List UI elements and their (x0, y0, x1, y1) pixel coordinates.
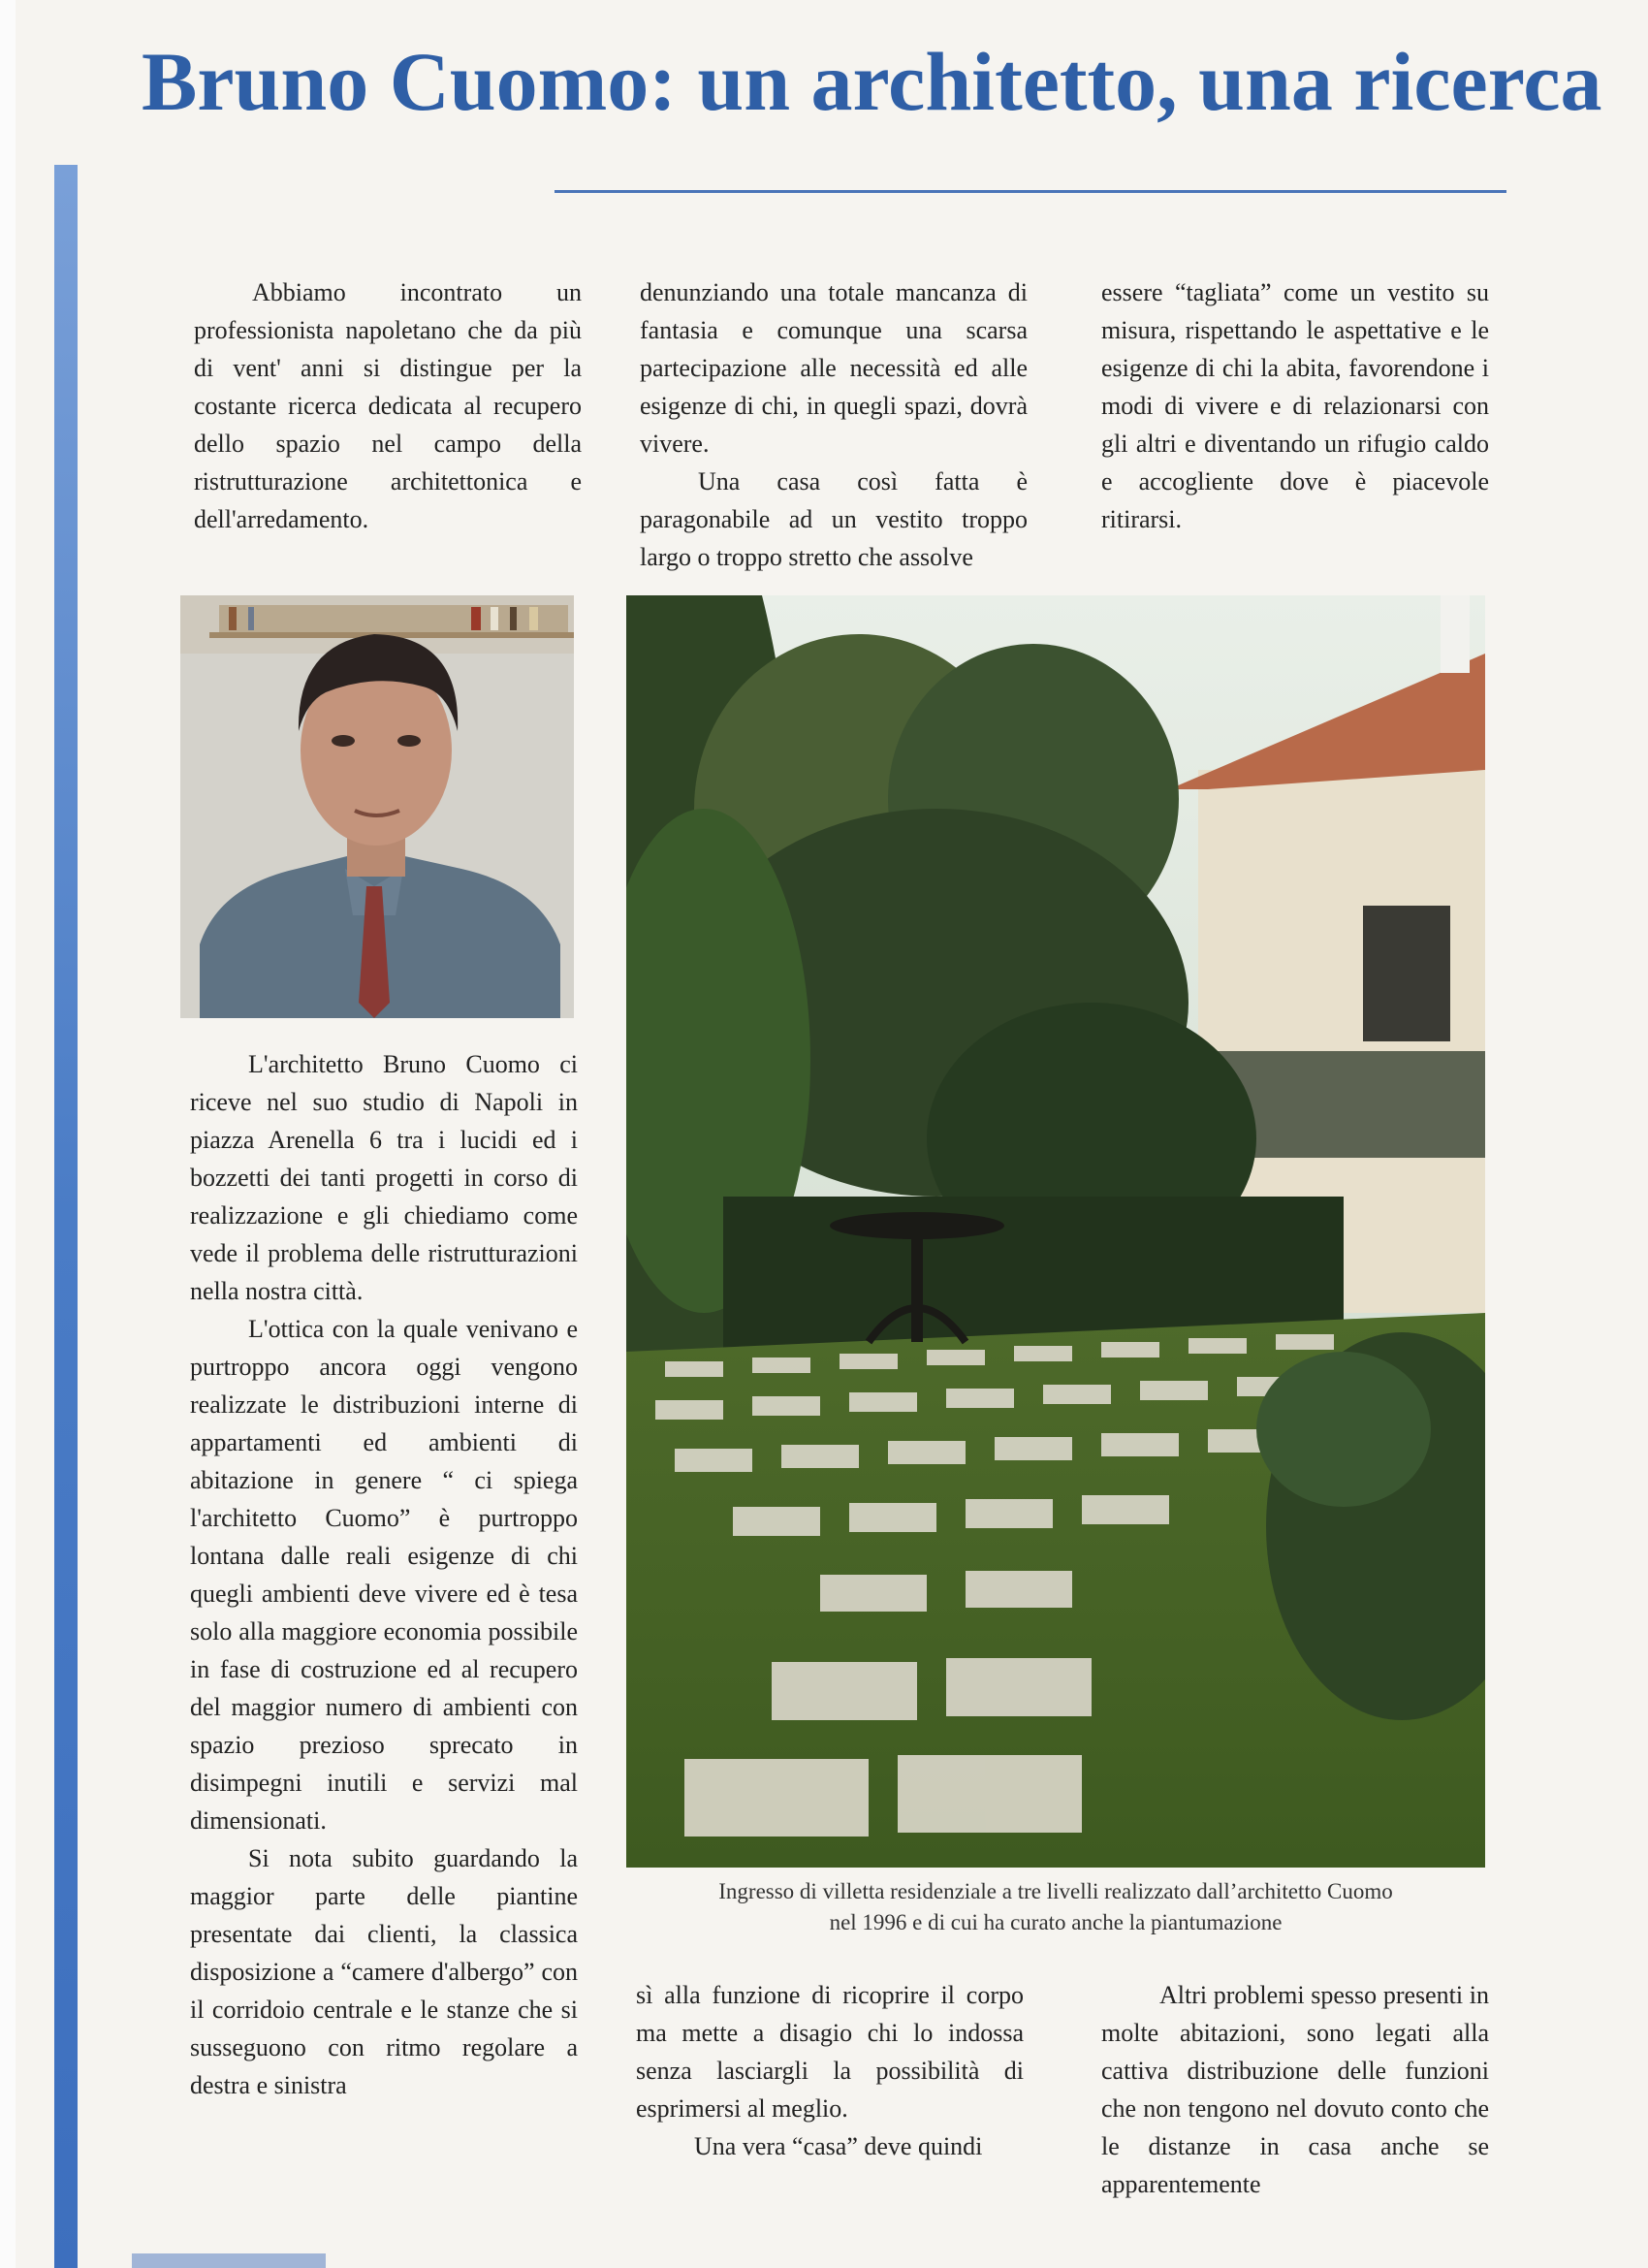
bottom-column-2 (636, 1976, 1024, 2165)
left-column-text (190, 1045, 578, 2104)
portrait-image (180, 595, 574, 1018)
page-edge (0, 0, 16, 2268)
intro-paragraph: denunziando una totale mancanza di fantasia e comunque una scarsa partecipazione alle necessità ed alle esigenze di chi, in quegli spazi, dovrà vivere. (640, 278, 1028, 458)
architect-portrait-photo (180, 595, 574, 1018)
title-rule (555, 190, 1506, 193)
photo-caption (626, 1876, 1485, 1938)
bottom-blue-mark (132, 2253, 326, 2268)
bottom-column-3 (1101, 1976, 1489, 2203)
intro-paragraph: Una casa così fatta è paragonabile ad un vestito troppo largo o troppo stretto che assolve (640, 467, 1028, 571)
caption-line-2: nel 1996 e di cui ha curato anche la piantumazione (829, 1910, 1283, 1934)
body-paragraph: L'architetto Bruno Cuomo ci riceve nel suo studio di Napoli in piazza Arenella 6 tra i lucidi ed i bozzetti dei tanti progetti in corso di realizzazione e gli chiediamo come vede il problema delle ristrutturazioni nella nostra città. (190, 1050, 578, 1305)
intro-column-2 (640, 273, 1028, 576)
blue-side-strip (54, 165, 78, 2268)
garden-villa-photo (626, 595, 1485, 1868)
body-paragraph: sì alla funzione di ricoprire il corpo ma mette a disagio chi lo indossa senza lasciargli la possibilità di esprimersi al meglio. (636, 1981, 1024, 2123)
caption-line-1: Ingresso di villetta residenziale a tre livelli realizzato dall’architetto Cuomo (718, 1879, 1393, 1903)
intro-column-1 (194, 273, 582, 538)
intro-paragraph: essere “tagliata” come un vestito su misura, rispettando le aspettative e le esigenze di chi la abita, favorendone i modi di vivere e di relazionarsi con gli altri e diventando un rifugio caldo e accogliente dove è piacevole ritirarsi. (1101, 278, 1489, 533)
body-paragraph: Si nota subito guardando la maggior parte delle piantine presentate dai clienti, la classica disposizione a “camere d'albergo” con il corridoio centrale e le stanze che si susseguono con ritmo regolare a destra e sinistra (190, 1844, 578, 2099)
intro-paragraph: Abbiamo incontrato un professionista napoletano che da più di vent' anni si distingue per la costante ricerca dedicata al recupero dello spazio nel campo della ristrutturazione architettonica e dell'arredamento. (194, 278, 582, 533)
body-paragraph: Altri problemi spesso presenti in molte abitazioni, sono legati alla cattiva distribuzione delle funzioni che non tengono nel dovuto conto che le distanze in casa anche se apparentemente (1101, 1981, 1489, 2198)
garden-image (626, 595, 1485, 1868)
body-paragraph: Una vera “casa” deve quindi (694, 2132, 983, 2160)
body-paragraph: L'ottica con la quale venivano e purtroppo ancora oggi vengono realizzate le distribuzioni interne di appartamenti ed ambienti di abitazione in genere “ ci spiega l'architetto Cuomo” è purtroppo lontana dalle reali esigenze di chi quegli ambienti deve vivere ed è tesa solo alla maggiore economia possibile in fase di costruzione ed al recupero del maggior numero di ambienti con spazio prezioso sprecato in disimpegni inutili e servizi mal dimensionati. (190, 1315, 578, 1835)
intro-column-3 (1101, 273, 1489, 538)
article-title: Bruno Cuomo: un architetto, una ricerca (142, 35, 1602, 128)
